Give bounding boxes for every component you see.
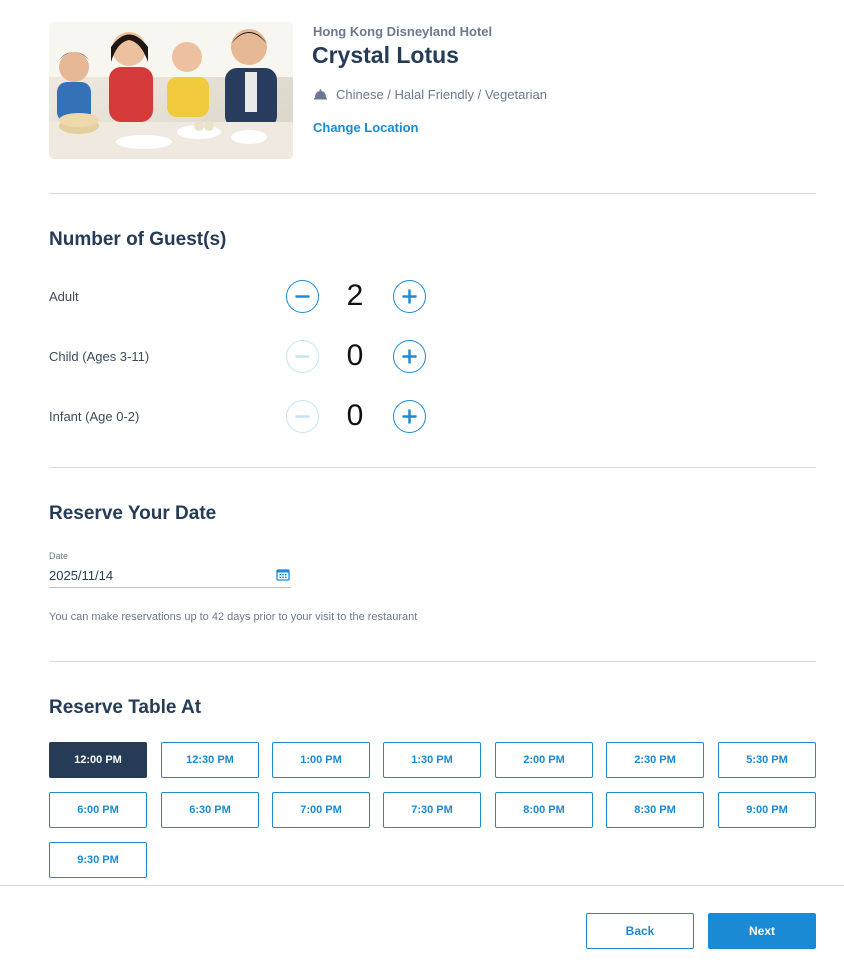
date-title: Reserve Your Date xyxy=(49,503,217,524)
time-slot-1230pm[interactable]: 12:30 PM xyxy=(161,742,259,778)
cloche-icon xyxy=(313,88,328,101)
adult-count: 2 xyxy=(346,279,364,312)
footer-divider xyxy=(0,885,844,886)
cuisine-info xyxy=(313,87,547,102)
date-field[interactable] xyxy=(49,564,291,588)
restaurant-photo xyxy=(49,22,293,159)
time-slot-200pm[interactable]: 2:00 PM xyxy=(495,742,593,778)
time-slot-830pm[interactable]: 8:30 PM xyxy=(606,792,704,828)
infant-decrement-button[interactable] xyxy=(286,400,319,433)
divider xyxy=(49,661,816,662)
time-slot-130pm[interactable]: 1:30 PM xyxy=(383,742,481,778)
back-button[interactable]: Back xyxy=(586,913,694,949)
divider xyxy=(49,193,816,194)
time-slot-100pm[interactable]: 1:00 PM xyxy=(272,742,370,778)
child-label: Child (Ages 3-11) xyxy=(49,349,150,364)
cuisine-text: Chinese / Halal Friendly / Vegetarian xyxy=(336,87,548,102)
time-slot-800pm[interactable]: 8:00 PM xyxy=(495,792,593,828)
child-count: 0 xyxy=(346,339,364,372)
time-slot-700pm[interactable]: 7:00 PM xyxy=(272,792,370,828)
next-button[interactable]: Next xyxy=(708,913,816,949)
time-slot-730pm[interactable]: 7:30 PM xyxy=(383,792,481,828)
date-note: You can make reservations up to 42 days prior to your visit to the restaurant xyxy=(49,611,418,623)
change-location-link[interactable]: Change Location xyxy=(313,120,419,135)
adult-decrement-button[interactable] xyxy=(286,280,319,313)
date-field-label: Date xyxy=(49,551,69,561)
infant-count: 0 xyxy=(346,399,364,432)
child-decrement-button[interactable] xyxy=(286,340,319,373)
restaurant-name: Crystal Lotus xyxy=(312,42,459,68)
time-slot-930pm[interactable]: 9:30 PM xyxy=(49,842,147,878)
time-slot-600pm[interactable]: 6:00 PM xyxy=(49,792,147,828)
hotel-name: Hong Kong Disneyland Hotel xyxy=(313,24,493,39)
minus-icon xyxy=(295,295,309,297)
calendar-icon[interactable] xyxy=(276,568,290,581)
infant-label: Infant (Age 0-2) xyxy=(49,409,140,424)
time-slot-900pm[interactable]: 9:00 PM xyxy=(718,792,816,828)
divider xyxy=(49,467,816,468)
child-increment-button[interactable] xyxy=(393,340,426,373)
guests-title: Number of Guest(s) xyxy=(49,229,227,250)
adult-label: Adult xyxy=(49,289,79,304)
infant-increment-button[interactable] xyxy=(393,400,426,433)
time-slot-530pm[interactable]: 5:30 PM xyxy=(718,742,816,778)
time-slot-230pm[interactable]: 2:30 PM xyxy=(606,742,704,778)
time-slot-1200pm[interactable]: 12:00 PM xyxy=(49,742,147,778)
adult-increment-button[interactable] xyxy=(393,280,426,313)
time-title: Reserve Table At xyxy=(49,697,202,718)
time-slot-630pm[interactable]: 6:30 PM xyxy=(161,792,259,828)
